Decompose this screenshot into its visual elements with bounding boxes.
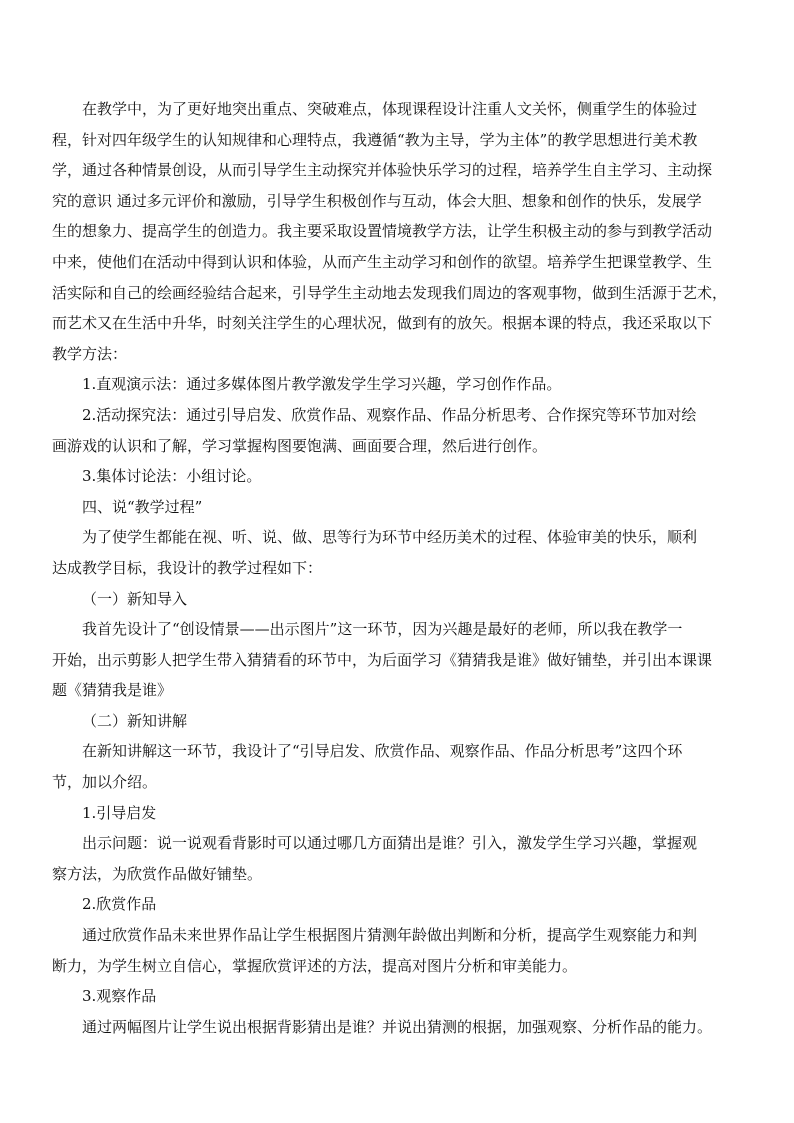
text-line: 断力，为学生树立自信心，掌握欣赏评述的方法，提高对图片分析和审美能力。 <box>52 956 578 975</box>
text-line: 1.引导启发 <box>82 803 157 822</box>
text-line: 在新知讲解这一环节，我设计了“引导启发、欣赏作品、观察作品、作品分析思考”这四个环 <box>82 742 683 761</box>
text-line: 3.观察作品 <box>82 987 157 1006</box>
section-heading <box>52 492 756 523</box>
paragraph-method-1 <box>52 369 756 400</box>
text-line: 2.欣赏作品 <box>82 895 157 914</box>
text-line: 画游戏的认识和了解，学习掌握构图要饱满、画面要合理，然后进行创作。 <box>52 436 548 455</box>
text-line: 题《猜猜我是谁》 <box>52 681 173 700</box>
text-line: 教学方法： <box>52 344 128 363</box>
paragraph-intro <box>52 94 756 369</box>
subsection-heading <box>52 584 756 615</box>
text-line: 学，通过各种情景创设，从而引导学生主动探究并体验快乐学习的过程，培养学生自主学习、主动探 <box>52 161 713 180</box>
text-line: 1.直观演示法：通过多媒体图片教学激发学生学习兴趣，学习创作作品。 <box>82 375 562 394</box>
paragraph-step-2-body <box>52 920 756 981</box>
text-line: 通过两幅图片让学生说出根据背影猜出是谁？并说出猜测的根据，加强观察、分析作品的能力。 <box>82 1017 713 1036</box>
subsection-heading <box>52 706 756 737</box>
text-line: 出示问题：说一说观看背影时可以通过哪几方面猜出是谁？引入，激发学生学习兴趣，掌握观 <box>82 834 698 853</box>
text-line: 2.活动探究法：通过引导启发、欣赏作品、观察作品、作品分析思考、合作探究等环节加对绘 <box>82 405 697 424</box>
paragraph-method-3 <box>52 461 756 492</box>
text-line: 通过欣赏作品未来世界作品让学生根据图片猜测年龄做出判断和分析，提高学生观察能力和判 <box>82 926 698 945</box>
text-line: 我首先设计了“创设情景——出示图片”这一环节，因为兴趣是最好的老师，所以我在教学一 <box>82 620 683 639</box>
text-line: 程，针对四年级学生的认知规律和心理特点，我遵循“教为主导，学为主体”的教学思想进行美术教 <box>52 130 698 149</box>
paragraph-step-1-body <box>52 828 756 889</box>
text-line: 3.集体讨论法：小组讨论。 <box>82 467 262 486</box>
text-line: 达成教学目标，我设计的教学过程如下： <box>52 558 323 577</box>
step-heading <box>52 981 756 1012</box>
paragraph-method-2 <box>52 400 756 461</box>
text-line: 在教学中，为了更好地突出重点、突破难点，体现课程设计注重人文关怀，侧重学生的体验过 <box>82 100 698 118</box>
paragraph-section-4-intro <box>52 522 756 583</box>
paragraph-sub-1-body <box>52 614 756 706</box>
step-heading <box>52 889 756 920</box>
text-line: 究的意识 通过多元评价和激励，引导学生积极创作与互动，体会大胆、想象和创作的快乐，发展学 <box>52 191 702 210</box>
text-line: （二）新知讲解 <box>82 711 188 730</box>
text-line: 察方法，为欣赏作品做好铺垫。 <box>52 864 263 883</box>
step-heading <box>52 798 756 829</box>
text-line: 活实际和自己的绘画经验结合起来，引导学生主动地去发现我们周边的客观事物，做到生活源于艺术， <box>52 283 728 302</box>
text-line: 四、说“教学过程” <box>82 497 203 516</box>
text-line: 为了使学生都能在视、听、说、做、思等行为环节中经历美术的过程、体验审美的快乐，顺利 <box>82 528 698 547</box>
text-line: （一）新知导入 <box>82 589 188 608</box>
paragraph-step-3-body <box>52 1012 756 1043</box>
text-line: 而艺术又在生活中升华，时刻关注学生的心理状况，做到有的放矢。根据本课的特点，我还采取以下 <box>52 314 713 333</box>
text-line: 节，加以介绍。 <box>52 773 158 792</box>
text-line: 中来，使他们在活动中得到认识和体验，从而产生主动学习和创作的欲望。培养学生把课堂教学、生 <box>52 252 713 271</box>
paragraph-sub-2-body <box>52 736 756 797</box>
text-line: 开始，出示剪影人把学生带入猜猜看的环节中，为后面学习《猜猜我是谁》做好铺垫，并引出本课课 <box>52 650 713 669</box>
document-body <box>52 94 756 1042</box>
text-line: 生的想象力、提高学生的创造力。我主要采取设置情境教学方法，让学生积极主动的参与到教学活动 <box>52 222 713 241</box>
